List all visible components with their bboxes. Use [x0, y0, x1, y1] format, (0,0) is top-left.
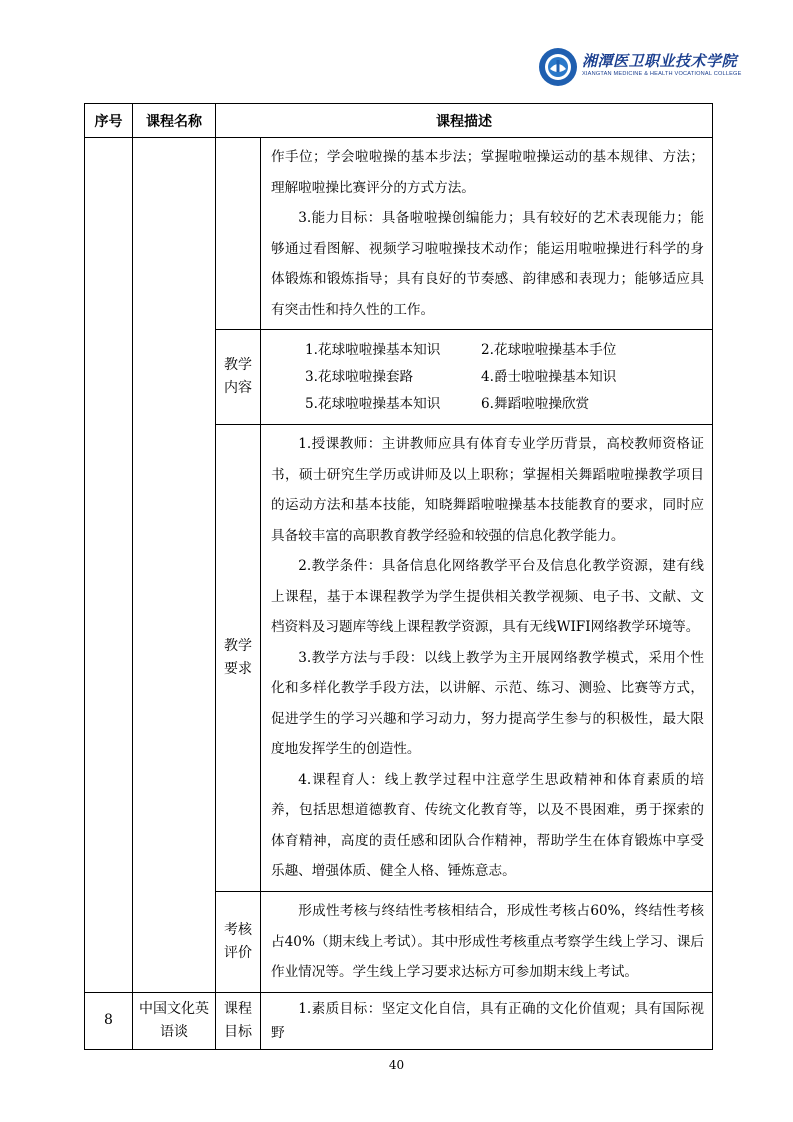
course-table	[84, 103, 713, 1050]
requirements-desc	[261, 425, 713, 892]
header-description: 课程描述	[216, 104, 713, 138]
table-row	[85, 992, 713, 1049]
list-item: 6.舞蹈啦啦操欣赏	[481, 395, 590, 412]
college-name-cn: 湘潭医卫职业技术学院	[582, 52, 738, 70]
list-item: 5.花球啦啦操基本知识	[305, 395, 441, 412]
row8-goals-desc	[261, 992, 713, 1049]
requirements-paragraph-2: 2.教学条件：具备信息化网络教学平台及信息化教学资源，建有线上课程，基于本课程教学为学生提供相关教学视频、电子书、文献、文档资料及习题库等线上课程教学资源，具有无线WIFI网络教学环境等。	[271, 558, 704, 636]
row8-goals-label: 课程目标	[216, 992, 261, 1049]
table-header-row	[85, 104, 713, 138]
assessment-paragraph: 形成性考核与终结性考核相结合，形成性考核占60%，终结性考核占40%（期末线上考试）。其中形成性考核重点考察学生线上学习、课后作业情况等。学生线上学习要求达标方可参加期末线上考试。	[271, 903, 704, 980]
assessment-desc	[261, 892, 713, 993]
goals-paragraph-1: 作手位；学会啦啦操的基本步法；掌握啦啦操运动的基本规律、方法；理解啦啦操比赛评分的方式方法。	[271, 149, 704, 196]
assessment-label: 考核评价	[216, 892, 261, 993]
list-item: 3.花球啦啦操套路	[305, 368, 414, 385]
list-item: 1.花球啦啦操基本知识	[305, 341, 441, 358]
list-item: 4.爵士啦啦操基本知识	[481, 368, 617, 385]
row7-goals-desc	[261, 138, 713, 330]
requirements-paragraph-4: 4.课程育人：线上教学过程中注意学生思政精神和体育素质的培养，包括思想道德教育、传统文化教育等，以及不畏困难，勇于探索的体育精神，高度的责任感和团队合作精神，帮助学生在体育锻炼中享受乐趣、增强体质、健全人格、锤炼意志。	[271, 771, 704, 880]
row8-course-name: 中国文化英语谈	[133, 992, 216, 1049]
college-name-en: XIANGTAN MEDICINE & HEALTH VOCATIONAL COLLEGE	[582, 71, 742, 77]
content-label: 教学内容	[216, 330, 261, 425]
content-list	[261, 337, 712, 418]
row8-goals-paragraph: 1.素质目标：坚定文化自信，具有正确的文化价值观；具有国际视野	[271, 1000, 704, 1041]
row7-index-cell	[85, 138, 133, 993]
header-index: 序号	[85, 104, 133, 138]
requirements-paragraph-3: 3.教学方法与手段：以线上教学为主开展网络教学模式，采用个性化和多样化教学手段方法，以讲解、示范、练习、测验、比赛等方式，促进学生的学习兴趣和学习动力，努力提高学生参与的积极性，最大限度地发挥学生的创造性。	[271, 649, 704, 758]
row7-goals-label-cell	[216, 138, 261, 330]
requirements-label: 教学要求	[216, 425, 261, 892]
row8-index: 8	[85, 992, 133, 1049]
row7-name-cell	[133, 138, 216, 993]
page-number: 40	[388, 1058, 405, 1072]
table-row	[85, 138, 713, 330]
college-emblem-icon	[538, 47, 578, 87]
list-item: 2.花球啦啦操基本手位	[481, 341, 617, 358]
header-course-name: 课程名称	[133, 104, 216, 138]
goals-paragraph-2: 3.能力目标：具备啦啦操创编能力；具有较好的艺术表现能力；能够通过看图解、视频学习啦啦操技术动作；能运用啦啦操进行科学的身体锻炼和锻炼指导；具有良好的节奏感、韵律感和表现力；能够适应具有突击性和持久性的工作。	[271, 210, 704, 318]
requirements-paragraph-1: 1.授课教师：主讲教师应具有体育专业学历背景，高校教师资格证书，硕士研究生学历或讲师及以上职称；掌握相关舞蹈啦啦操教学项目的运动方法和基本技能，知晓舞蹈啦啦操基本技能教育的要求，同时应具备较丰富的高职教育教学经验和较强的信息化教学能力。	[271, 436, 704, 544]
college-logo	[538, 47, 742, 89]
content-list-cell	[261, 330, 713, 425]
